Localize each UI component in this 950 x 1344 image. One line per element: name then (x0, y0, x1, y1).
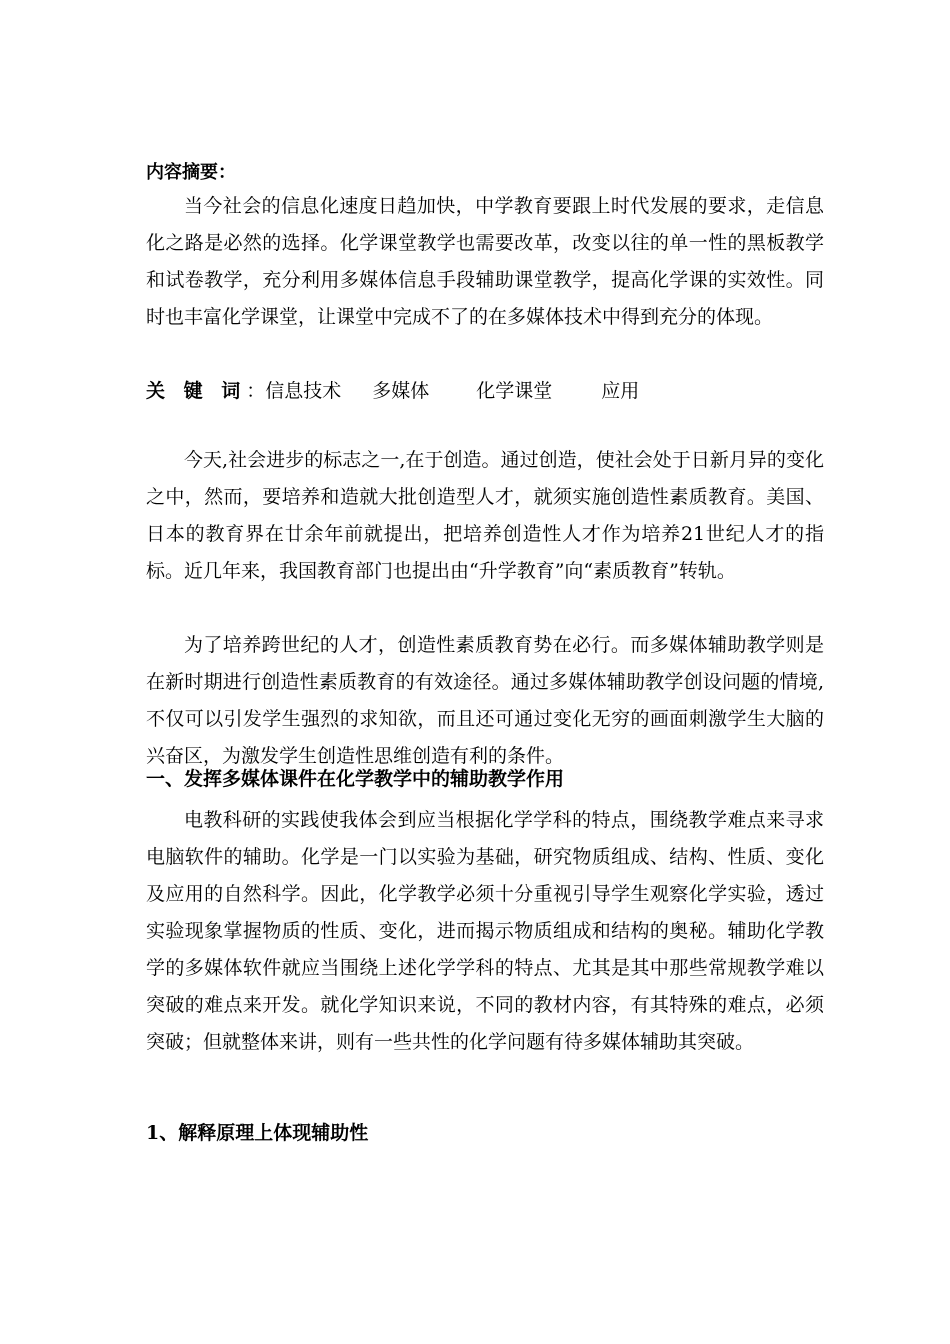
abstract-label: 内容摘要： (146, 162, 236, 183)
keywords-line (146, 376, 639, 403)
keywords-label: 关 键 词 (146, 380, 247, 402)
abstract-text: 当今社会的信息化速度日趋加快，中学教育要跟上时代发展的要求，走信息化之路是必然的选择。化学课堂教学也需要改革，改变以往的单一性的黑板教学和试卷教学，充分利用多媒体信息手段辅助课堂教学，提高化学课的实效性。同时也丰富化学课堂，让课堂中完成不了的在多媒体技术中得到充分的体现。 (146, 195, 824, 328)
section-heading: 一、发挥多媒体课件在化学教学中的辅助教学作用 (146, 768, 565, 790)
body-paragraph: 为了培养跨世纪的人才，创造性素质教育势在必行。而多媒体辅助教学则是在新时期进行创造性素质教育的有效途径。通过多媒体辅助教学创设问题的情境,不仅可以引发学生强烈的求知欲，而且还可通过变化无穷的画面刺激学生大脑的兴奋区，为激发学生创造性思维创造有利的条件。 (146, 634, 824, 767)
keyword-item: 信息技术 (265, 380, 342, 402)
keyword-item: 化学课堂 (476, 380, 553, 402)
body-paragraph: 今天,社会进步的标志之一,在于创造。通过创造，使社会处于日新月异的变化之中，然而，要培养和造就大批创造型人才，就须实施创造性素质教育。美国、日本的教育界在廿余年前就提出，把培养创造性人才作为培养21世纪人才的指标。近几年来，我国教育部门也提出由“升学教育”向“素质教育”转轨。 (146, 449, 824, 582)
subsection-heading: 1、解释原理上体现辅助性 (146, 1122, 369, 1144)
keywords-colon: ： (246, 380, 266, 402)
keyword-item: 应用 (601, 380, 640, 402)
keyword-item: 多媒体 (372, 380, 430, 402)
body-paragraph: 电教科研的实践使我体会到应当根据化学学科的特点，围绕教学难点来寻求电脑软件的辅助。化学是一门以实验为基础，研究物质组成、结构、性质、变化及应用的自然科学。因此，化学教学必须十分重视引导学生观察化学实验，透过实验现象掌握物质的性质、变化，进而揭示物质组成和结构的奥秘。辅助化学教学的多媒体软件就应当围绕上述化学学科的特点、尤其是其中那些常规教学难以突破的难点来开发。就化学知识来说，不同的教材内容，有其特殊的难点，必须突破；但就整体来讲，则有一些共性的化学问题有待多媒体辅助其突破。 (146, 809, 824, 1053)
